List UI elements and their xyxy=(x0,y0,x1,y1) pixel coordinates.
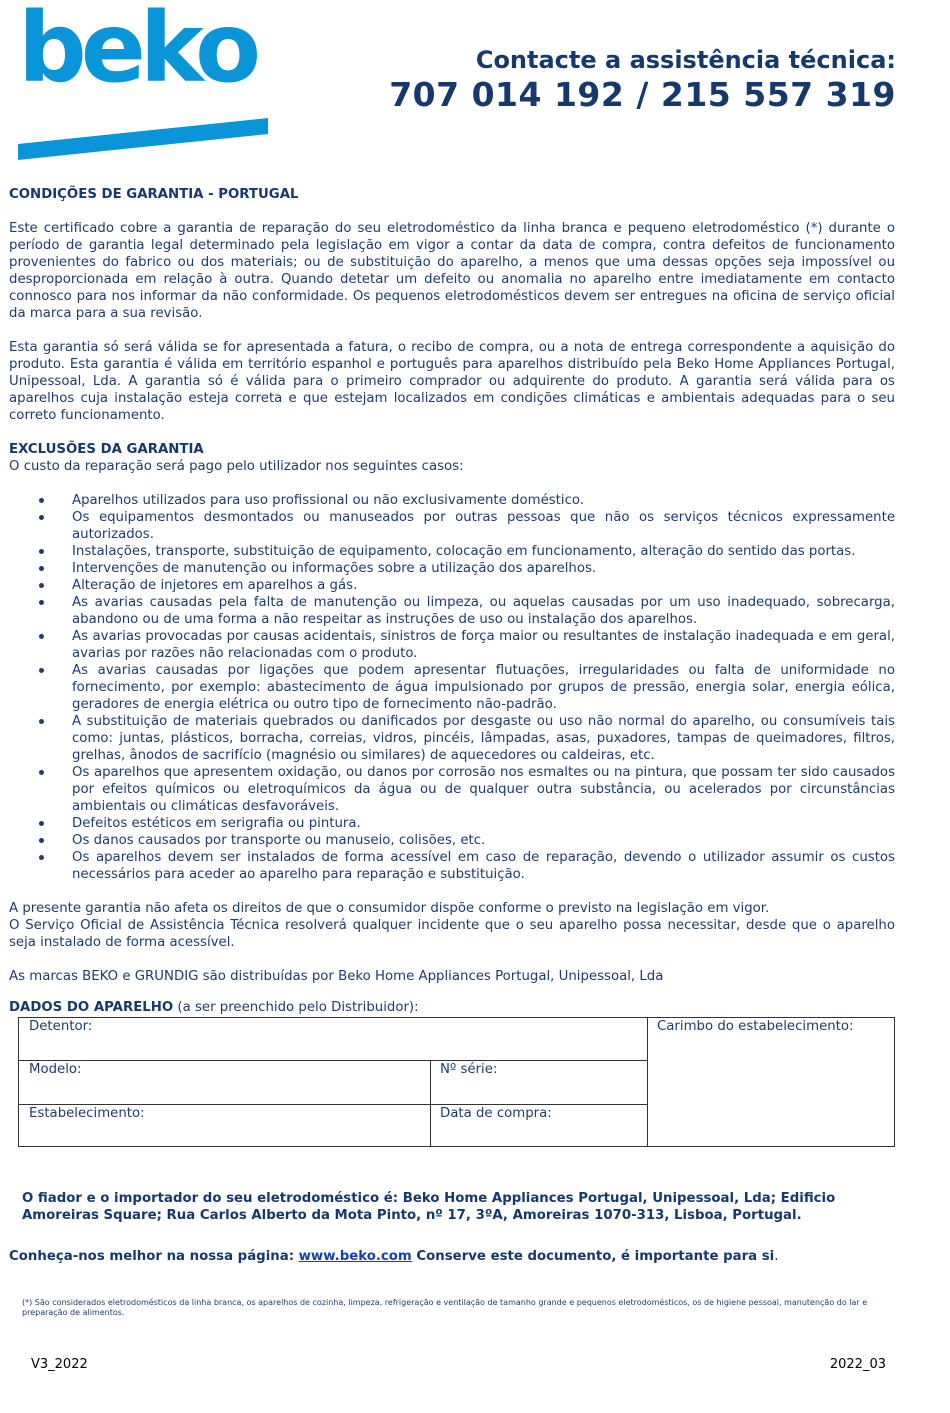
warranty-content xyxy=(9,186,895,985)
exclusion-item xyxy=(9,764,895,815)
exclusion-item xyxy=(9,628,895,662)
bullet-icon xyxy=(39,498,44,503)
exclusion-text: Alteração de injetores em aparelhos a gás. xyxy=(72,578,358,593)
warranty-title: CONDIÇÕES DE GARANTIA - PORTUGAL xyxy=(9,187,299,202)
beko-logo xyxy=(18,0,268,159)
bullet-icon xyxy=(39,719,44,724)
brands-distribution: As marcas BEKO e GRUNDIG são distribuídas por Beko Home Appliances Portugal, Unipessoal, Lda xyxy=(9,969,664,984)
warranty-paragraph-2: Esta garantia só será válida se for apresentada a fatura, o recibo de compra, ou a nota de entrega correspondente a aquisição do produto. Esta garantia é válida em território espanhol e português para aparelhos distribuído pela Beko Home Appliances Portugal, Unipessoal, Lda. A garantia só é válida para o primeiro comprador ou adquirente do produto. A garantia será válida para os aparelhos cuja instalação esteja correta e que estejam localizados em condições climáticas e ambientais adequadas para o seu correto funcionamento. xyxy=(9,340,895,423)
bullet-icon xyxy=(39,855,44,860)
guarantor-info: O fiador e o importador do seu eletrodoméstico é: Beko Home Appliances Portugal, Unipessoal, Lda; Edificio Amoreiras Square; Rua Carlos Alberto da Mota Pinto, nº 17, 3ºA, Amoreiras 1070-313, Lisboa, Portugal. xyxy=(22,1191,836,1223)
exclusion-text: Os danos causados por transporte ou manuseio, colisões, etc. xyxy=(72,833,486,848)
exclusion-text: Os equipamentos desmontados ou manuseados por outras pessoas que não os serviços técnicos expressamente autorizados. xyxy=(72,510,895,542)
logo-swoosh xyxy=(18,118,268,160)
website-link[interactable]: www.beko.com xyxy=(298,1249,412,1264)
exclusions-list xyxy=(9,492,895,883)
exclusion-item xyxy=(9,577,895,594)
exclusion-text: As avarias causadas por ligações que podem apresentar flutuações, irregularidades ou falta de uniformidade no fornecimento, por exemplo: abastecimento de água impulsionado por grupos de pressão, energia solar, energia eólica, geradores de energia elétrica ou outro tipo de fornecimento não-padrão. xyxy=(72,663,895,712)
bullet-icon xyxy=(39,770,44,775)
bullet-icon xyxy=(39,583,44,588)
purchase-date-field[interactable]: Data de compra: xyxy=(440,1106,552,1121)
exclusion-text: Instalações, transporte, substituição de equipamento, colocação em funcionamento, alteração do sentido das portas. xyxy=(72,544,856,559)
exclusions-intro: O custo da reparação será pago pelo utilizador nos seguintes casos: xyxy=(9,459,464,474)
exclusions-title: EXCLUSÕES DA GARANTIA xyxy=(9,442,204,457)
shop-field[interactable]: Estabelecimento: xyxy=(29,1106,145,1121)
device-data-form xyxy=(18,1017,895,1147)
form-title xyxy=(9,1000,419,1015)
exclusion-item xyxy=(9,560,895,577)
exclusion-item xyxy=(9,492,895,509)
website-end: . xyxy=(774,1249,779,1264)
website-line xyxy=(9,1249,778,1264)
exclusion-item xyxy=(9,815,895,832)
bullet-icon xyxy=(39,634,44,639)
version-left: V3_2022 xyxy=(31,1357,88,1372)
website-prefix: Conheça-nos melhor na nossa página: xyxy=(9,1249,299,1264)
contact-phones: 707 014 192 / 215 557 319 xyxy=(389,75,896,114)
bullet-icon xyxy=(39,566,44,571)
exclusion-item xyxy=(9,849,895,883)
exclusion-text: A substituição de materiais quebrados ou danificados por desgaste ou uso não normal do aparelho, ou consumíveis tais como: juntas, plásticos, borracha, correias, vidros, pincéis, lâmpadas, asas, puxadores, tampas de queimadores, filtros, grelhas, ânodos de sacrifício (magnésio ou similares) de aquecedores ou caldeiras, etc. xyxy=(72,714,895,763)
closing-line-1: A presente garantia não afeta os direitos de que o consumidor dispõe conforme o previsto na legislação em vigor. xyxy=(9,901,770,916)
exclusion-item xyxy=(9,713,895,764)
contact-title: Contacte a assistência técnica: xyxy=(475,46,896,74)
form-title-bold: DADOS DO APARELHO xyxy=(9,1000,174,1015)
exclusion-text: As avarias causadas pela falta de manutenção ou limpeza, ou aquelas causadas por um uso inadequado, sobrecarga, abandono ou de uma forma a não respeitar as instruções de uso ou instalação dos aparelhos. xyxy=(72,595,895,627)
bullet-icon xyxy=(39,838,44,843)
exclusion-item xyxy=(9,543,895,560)
holder-field[interactable]: Detentor: xyxy=(29,1019,93,1034)
bullet-icon xyxy=(39,821,44,826)
form-subtitle: (a ser preenchido pelo Distribuidor): xyxy=(173,1000,419,1015)
bullet-icon xyxy=(39,549,44,554)
bullet-icon xyxy=(39,668,44,673)
bullet-icon xyxy=(39,600,44,605)
exclusion-item xyxy=(9,832,895,849)
contact-header xyxy=(389,44,896,114)
warranty-paragraph-1: Este certificado cobre a garantia de reparação do seu eletrodoméstico da linha branca e pequeno eletrodoméstico (*) durante o período de garantia legal determinado pela legislação em vigor a contar da data de compra, contra defeitos de funcionamento provenientes do fabrico ou dos materiais; ou de substituição do aparelho, a menos que uma dessas opções seja impossível ou desproporcionada em relação à outra. Quando detetar um defeito ou anomalia no aparelho entre imediatamente em contacto connosco para nos informar da não conformidade. Os pequenos eletrodomésticos devem ser entregues na oficina de serviço oficial da marca para a sua revisão. xyxy=(9,221,895,321)
exclusion-item xyxy=(9,594,895,628)
stamp-field[interactable]: Carimbo do estabelecimento: xyxy=(657,1019,854,1034)
bullet-icon xyxy=(39,515,44,520)
version-right: 2022_03 xyxy=(829,1357,886,1372)
website-suffix: Conserve este documento, é importante para si xyxy=(411,1249,775,1264)
footnote: (*) São considerados eletrodomésticos da linha branca, os aparelhos de cozinha, limpeza, refrigeração e ventilação de tamanho grande e pequenos eletrodomésticos, os de higiene pessoal, manutenção do lar e preparação de alimentos. xyxy=(22,1298,868,1317)
exclusion-text: Os aparelhos devem ser instalados de forma acessível em caso de reparação, devendo o utilizador assumir os custos necessários para aceder ao aparelho para reparação e substituição. xyxy=(72,850,895,882)
exclusion-text: Intervenções de manutenção ou informações sobre a utilização dos aparelhos. xyxy=(72,561,597,576)
exclusion-item xyxy=(9,509,895,543)
exclusion-item xyxy=(9,662,895,713)
exclusion-text: Defeitos estéticos em serigrafia ou pintura. xyxy=(72,816,361,831)
exclusion-text: As avarias provocadas por causas acidentais, sinistros de força maior ou resultantes de instalação inadequada e em geral, avarias por razões não relacionadas com o produto. xyxy=(72,629,895,661)
exclusion-text: Aparelhos utilizados para uso profissional ou não exclusivamente doméstico. xyxy=(72,493,585,508)
closing-line-2: O Serviço Oficial de Assistência Técnica resolverá qualquer incidente que o seu aparelho possa necessitar, desde que o aparelho seja instalado de forma acessível. xyxy=(9,918,895,950)
logo-wordmark: beko xyxy=(18,0,256,104)
model-field[interactable]: Modelo: xyxy=(29,1062,82,1077)
serial-field[interactable]: Nº série: xyxy=(440,1062,498,1077)
exclusion-text: Os aparelhos que apresentem oxidação, ou danos por corrosão nos esmaltes ou na pintura, que possam ter sido causados por efeitos químicos ou eletroquímicos da água ou de qualquer outra substância, ou acelerados por circunstâncias ambientais ou climáticas desfavoráveis. xyxy=(72,765,895,814)
